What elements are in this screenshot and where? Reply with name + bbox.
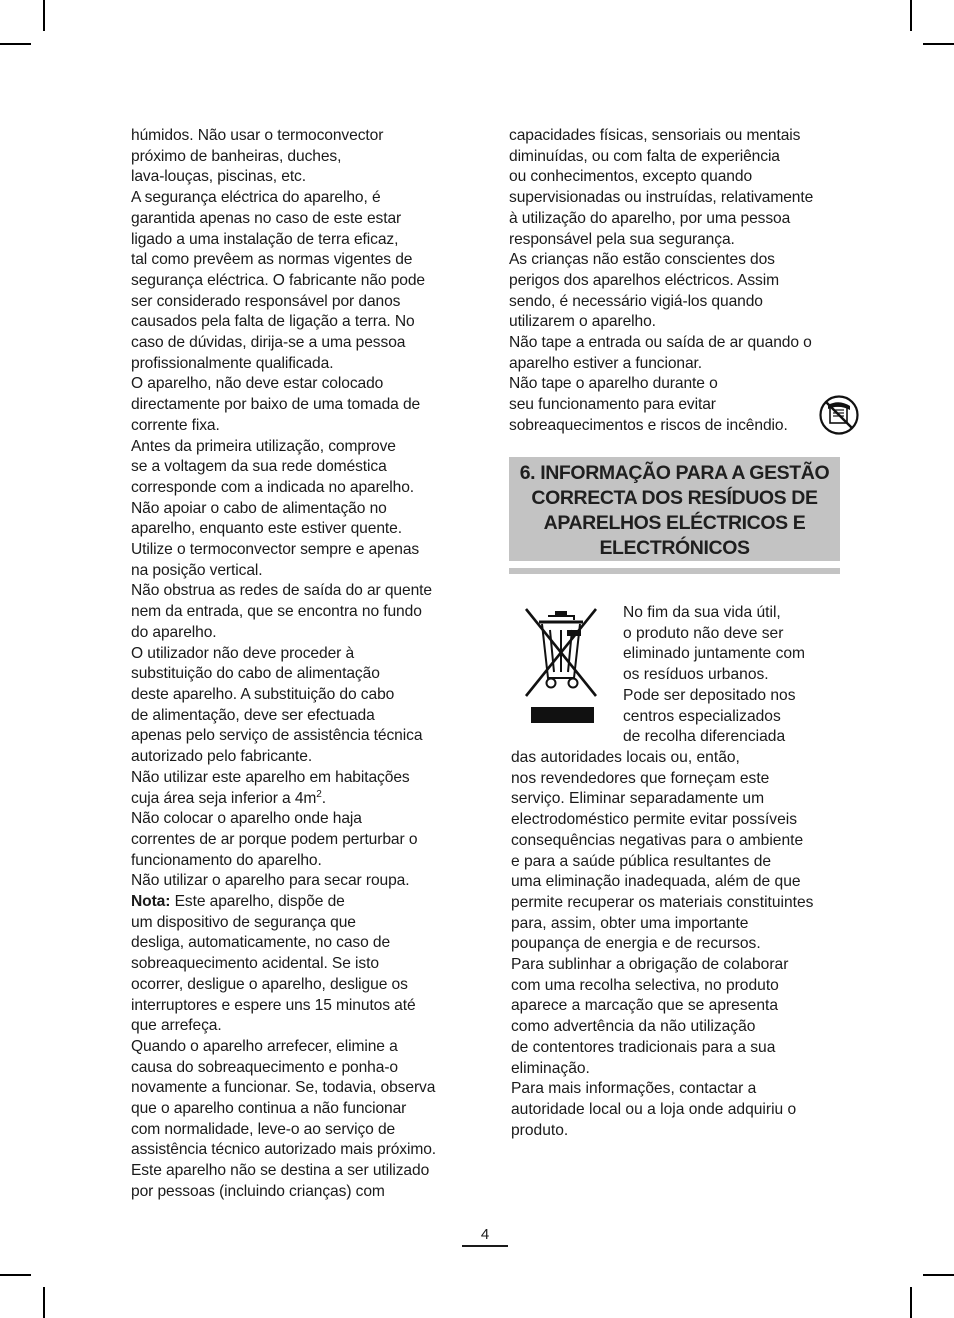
text-line: eliminado juntamente com bbox=[623, 645, 806, 663]
text-line: como advertência da não utilização bbox=[511, 1018, 756, 1036]
crop-mark bbox=[910, 0, 912, 31]
text-line: à utilização do aparelho, por uma pessoa bbox=[509, 209, 791, 227]
text-line: seu funcionamento para evitar bbox=[509, 396, 716, 414]
waste-wrap-text bbox=[623, 603, 805, 748]
text-line: Não utilizar este aparelho em habitações bbox=[131, 768, 410, 786]
area-text: cuja área seja inferior a 4m bbox=[131, 789, 317, 807]
text-line: uma eliminação inadequada, além de que bbox=[511, 873, 801, 891]
text-line: ligado a uma instalação de terra eficaz, bbox=[131, 230, 399, 248]
text-line: permite recuperar os materiais constituintes bbox=[511, 893, 814, 911]
text-line: para, assim, obter uma importante bbox=[511, 914, 749, 932]
text-line: perigos dos aparelhos eléctricos. Assim bbox=[509, 271, 779, 289]
nota-text: Este aparelho, dispõe de bbox=[170, 893, 345, 911]
text-line: Para mais informações, contactar a bbox=[511, 1080, 757, 1098]
section-title-line: CORRECTA DOS RESÍDUOS DE bbox=[531, 487, 818, 509]
text-line: de contentores tradicionais para a sua bbox=[511, 1038, 776, 1056]
left-column bbox=[131, 126, 471, 1203]
left-text-block bbox=[131, 126, 471, 1203]
section-divider bbox=[509, 568, 840, 574]
text-line: Pode ser depositado nos bbox=[623, 686, 796, 704]
text-line: Não colocar o aparelho onde haja bbox=[131, 810, 362, 828]
crop-mark bbox=[923, 43, 954, 45]
text-line: sobreaquecimento acidental. Se isto bbox=[131, 955, 379, 973]
crossed-bin-icon bbox=[521, 606, 601, 731]
text-line: lava-louças, piscinas, etc. bbox=[131, 168, 306, 186]
text-line: Não tape a entrada ou saída de ar quando o bbox=[509, 334, 812, 352]
text-line: Não tape o aparelho durante o bbox=[509, 375, 718, 393]
text-line: Para sublinhar a obrigação de colaborar bbox=[511, 956, 789, 974]
text-line: profissionalmente qualificada. bbox=[131, 354, 334, 372]
crop-mark bbox=[923, 1274, 954, 1276]
text-line: interruptores e espere uns 15 minutos até bbox=[131, 996, 416, 1014]
text-line: desliga, automaticamente, no caso de bbox=[131, 934, 391, 952]
text-line: centros especializados bbox=[623, 707, 781, 725]
text-line: assistência técnico autorizado mais próximo. bbox=[131, 1141, 437, 1159]
crop-mark bbox=[43, 0, 45, 31]
section-title-line: 6. INFORMAÇÃO PARA A GESTÃO bbox=[519, 462, 830, 484]
text-line: o produto não deve ser bbox=[623, 624, 784, 642]
text-line: Antes da primeira utilização, comprove bbox=[131, 437, 396, 455]
text-line: As crianças não estão conscientes dos bbox=[509, 251, 775, 269]
text-line: deste aparelho. A substituição do cabo bbox=[131, 685, 395, 703]
section-title-line: ELECTRÓNICOS bbox=[599, 537, 750, 559]
right-column bbox=[509, 126, 854, 437]
text-line: serviço. Eliminar separadamente um bbox=[511, 790, 765, 808]
do-not-cover-icon bbox=[818, 394, 860, 441]
text-line: No fim da sua vida útil, bbox=[623, 604, 781, 621]
text-line: ocorrer, desligue o aparelho, desligue os bbox=[131, 975, 408, 993]
text-line: eliminação. bbox=[511, 1059, 590, 1077]
text-line: na posição vertical. bbox=[131, 561, 263, 579]
text-line: sendo, é necessário vigiá-los quando bbox=[509, 292, 763, 310]
section-title bbox=[509, 461, 840, 561]
text-line: nem da entrada, que se encontra no fundo bbox=[131, 603, 422, 621]
crop-mark bbox=[0, 1274, 31, 1276]
text-line: produto. bbox=[511, 1121, 569, 1139]
text-line: segurança eléctrica. O fabricante não pode bbox=[131, 271, 426, 289]
text-line: Este aparelho não se destina a ser utilizado bbox=[131, 1162, 430, 1180]
text-line: por pessoas (incluindo crianças) com bbox=[131, 1182, 385, 1200]
text-line: apenas pelo serviço de assistência técnica bbox=[131, 727, 423, 745]
text-line: O utilizador não deve proceder à bbox=[131, 644, 355, 662]
text-line: causa do sobreaquecimento e ponha-o bbox=[131, 1058, 398, 1076]
waste-body-text bbox=[511, 748, 813, 1141]
text-line: Não apoiar o cabo de alimentação no bbox=[131, 499, 387, 517]
text-line: causados pela falta de ligação a terra. No bbox=[131, 313, 415, 331]
text-line: próximo de banheiras, duches, bbox=[131, 147, 342, 165]
page-number: 4 bbox=[480, 1226, 490, 1243]
text-line: de recolha diferenciada bbox=[623, 728, 786, 746]
text-line: do aparelho. bbox=[131, 623, 217, 641]
text-line: caso de dúvidas, dirija-se a uma pessoa bbox=[131, 334, 406, 352]
text-line: A segurança eléctrica do aparelho, é bbox=[131, 189, 381, 207]
text-line: autorizado pelo fabricante. bbox=[131, 748, 313, 766]
text-line: supervisionadas ou instruídas, relativamente bbox=[509, 189, 814, 207]
text-line: Não utilizar o aparelho para secar roupa. bbox=[131, 872, 410, 890]
text-line: novamente a funcionar. Se, todavia, observa bbox=[131, 1079, 436, 1097]
text-line: os resíduos urbanos. bbox=[623, 666, 769, 684]
text-line: aparelho, enquanto este estiver quente. bbox=[131, 520, 402, 538]
text-line: utilizarem o aparelho. bbox=[509, 313, 656, 331]
text-line: que arrefeça. bbox=[131, 1017, 222, 1035]
text-line: aparelho estiver a funcionar. bbox=[509, 354, 703, 372]
text-line: electrodoméstico permite evitar possíveis bbox=[511, 811, 798, 829]
text-line: com normalidade, leve-o ao serviço de bbox=[131, 1120, 396, 1138]
text-line: que o aparelho continua a não funcionar bbox=[131, 1100, 407, 1118]
text-line: húmidos. Não usar o termoconvector bbox=[131, 127, 384, 144]
text-line: corresponde com a indicada no aparelho. bbox=[131, 478, 415, 496]
text-line: sobreaquecimentos e riscos de incêndio. bbox=[509, 416, 788, 434]
text-line: autoridade local ou a loja onde adquiriu o bbox=[511, 1100, 797, 1118]
text-line: ser considerado responsável por danos bbox=[131, 292, 401, 310]
crop-mark bbox=[43, 1287, 45, 1318]
nota-label: Nota: bbox=[131, 893, 171, 911]
text-line: corrente fixa. bbox=[131, 416, 220, 434]
text-line: Não obstrua as redes de saída do ar quente bbox=[131, 582, 432, 600]
crop-mark bbox=[0, 43, 31, 45]
area-line bbox=[131, 789, 471, 810]
text-line: responsável pela sua segurança. bbox=[509, 230, 735, 248]
text-line: de alimentação, deve ser efectuada bbox=[131, 706, 375, 724]
text-line: O aparelho, não deve estar colocado bbox=[131, 375, 384, 393]
text-line: funcionamento do aparelho. bbox=[131, 851, 322, 869]
section-title-line: APARELHOS ELÉCTRICOS E bbox=[543, 512, 806, 534]
text-line: um dispositivo de segurança que bbox=[131, 913, 356, 931]
text-line: substituição do cabo de alimentação bbox=[131, 665, 380, 683]
text-line: ou conhecimentos, excepto quando bbox=[509, 168, 753, 186]
text-line: com uma recolha selectiva, no produto bbox=[511, 976, 779, 994]
page-number-rule bbox=[462, 1245, 508, 1247]
text-line: aparece a marcação que se apresenta bbox=[511, 997, 778, 1015]
nota-line bbox=[131, 892, 471, 913]
crop-mark bbox=[910, 1287, 912, 1318]
text-line: capacidades físicas, sensoriais ou mentais bbox=[509, 127, 801, 144]
text-line: consequências negativas para o ambiente bbox=[511, 831, 804, 849]
text-line: tal como prevêem as normas vigentes de bbox=[131, 251, 413, 269]
text-line: das autoridades locais ou, então, bbox=[511, 749, 740, 766]
text-line: nos revendedores que forneçam este bbox=[511, 769, 770, 787]
text-line: diminuídas, ou com falta de experiência bbox=[509, 147, 780, 165]
text-line: correntes de ar porque podem perturbar o bbox=[131, 830, 418, 848]
text-line: Quando o aparelho arrefecer, elimine a bbox=[131, 1037, 398, 1055]
text-line: se a voltagem da sua rede doméstica bbox=[131, 458, 387, 476]
text-line: directamente por baixo de uma tomada de bbox=[131, 396, 421, 414]
area-period: . bbox=[321, 789, 326, 807]
text-line: poupança de energia e de recursos. bbox=[511, 935, 761, 953]
area-superscript: 2 bbox=[316, 788, 322, 800]
text-line: garantida apenas no caso de este estar bbox=[131, 209, 402, 227]
text-line: Utilize o termoconvector sempre e apenas bbox=[131, 541, 420, 559]
text-line: e para a saúde pública resultantes de bbox=[511, 852, 772, 870]
